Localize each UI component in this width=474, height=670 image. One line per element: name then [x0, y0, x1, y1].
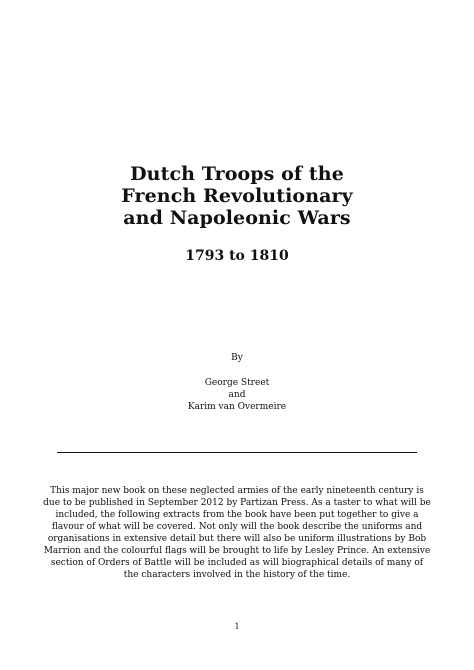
by-label: By — [231, 353, 243, 363]
authors-block — [0, 377, 474, 413]
blurb-line: organisations in extensive detail but there will also be uniform illustrations by Bob — [47, 534, 427, 544]
blurb-line: the characters involved in the history of the time. — [123, 570, 351, 580]
blurb-line: Marrion and the colourful flags will be brought to life by Lesley Prince. An extensive — [43, 546, 431, 556]
date-range: 1793 to 1810 — [185, 248, 289, 264]
author-second: Karim van Overmeire — [187, 402, 287, 412]
author-first: George Street — [204, 378, 270, 388]
blurb-line: included, the following extracts from the book have been put together to give a — [55, 510, 419, 520]
document-title — [0, 163, 474, 229]
horizontal-divider — [57, 452, 417, 453]
intro-paragraph — [0, 485, 474, 581]
title-line-1: Dutch Troops of the — [130, 163, 344, 185]
blurb-line: flavour of what will be covered. Not only will the book describe the uniforms and — [51, 522, 423, 532]
page-number: 1 — [234, 622, 240, 631]
blurb-line: due to be published in September 2012 by Partizan Press. As a taster to what will be — [43, 498, 431, 508]
title-line-3: and Napoleonic Wars — [123, 207, 351, 229]
author-conjunction: and — [228, 390, 246, 400]
blurb-line: section of Orders of Battle will be included as will biographical details of many of — [50, 558, 424, 568]
title-line-2: French Revolutionary — [121, 185, 353, 207]
blurb-line: This major new book on these neglected armies of the early nineteenth century is — [50, 486, 424, 496]
